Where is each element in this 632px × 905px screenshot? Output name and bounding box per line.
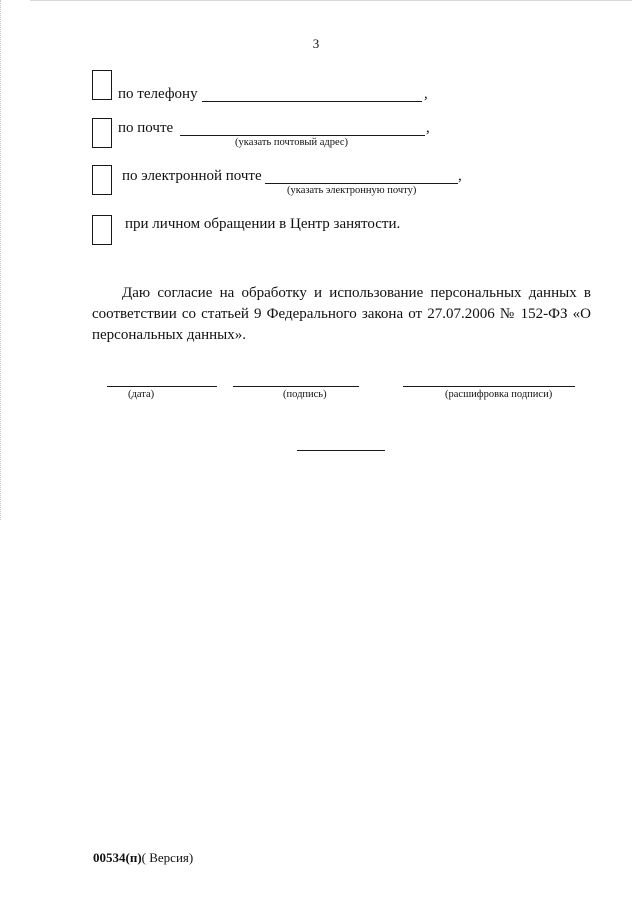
signature-caption: (подпись): [283, 389, 327, 400]
comma: ,: [458, 168, 462, 184]
comma: ,: [426, 120, 430, 136]
date-line[interactable]: [107, 386, 217, 387]
checkbox-post[interactable]: [92, 118, 112, 148]
signature-decoding-caption: (расшифровка подписи): [445, 389, 553, 400]
checkbox-phone[interactable]: [92, 70, 112, 100]
checkbox-in-person[interactable]: [92, 215, 112, 245]
comma: ,: [424, 86, 428, 102]
post-address-hint: (указать почтовый адрес): [235, 137, 349, 148]
option-label-phone: по телефону: [118, 86, 198, 102]
email-hint: (указать электронную почту): [287, 185, 417, 196]
document-code-number: 00534(п): [93, 850, 142, 865]
option-label-post: по почте: [118, 120, 174, 136]
option-label-in-person: при личном обращении в Центр занятости.: [125, 216, 401, 232]
scan-top-edge: [30, 0, 632, 1]
document-version: ( Версия): [141, 850, 194, 865]
signature-line[interactable]: [233, 386, 359, 387]
signature-decoding-line[interactable]: [403, 386, 575, 387]
document-code: [93, 850, 193, 866]
option-label-email: по электронной почте: [122, 168, 262, 184]
page-number: 3: [312, 36, 320, 51]
separator-line: [297, 450, 385, 451]
scan-left-edge: [0, 0, 7, 520]
date-caption: (дата): [128, 389, 155, 400]
phone-input-line[interactable]: [202, 101, 422, 102]
email-input-line[interactable]: [265, 183, 458, 184]
post-address-input-line[interactable]: [180, 135, 425, 136]
consent-paragraph: Даю согласие на обработку и использование персональных данных в соответствии со статьей 9 Федерального закона от 27.07.2006 № 152-ФЗ «О персональных данных».: [92, 285, 591, 343]
checkbox-email[interactable]: [92, 165, 112, 195]
